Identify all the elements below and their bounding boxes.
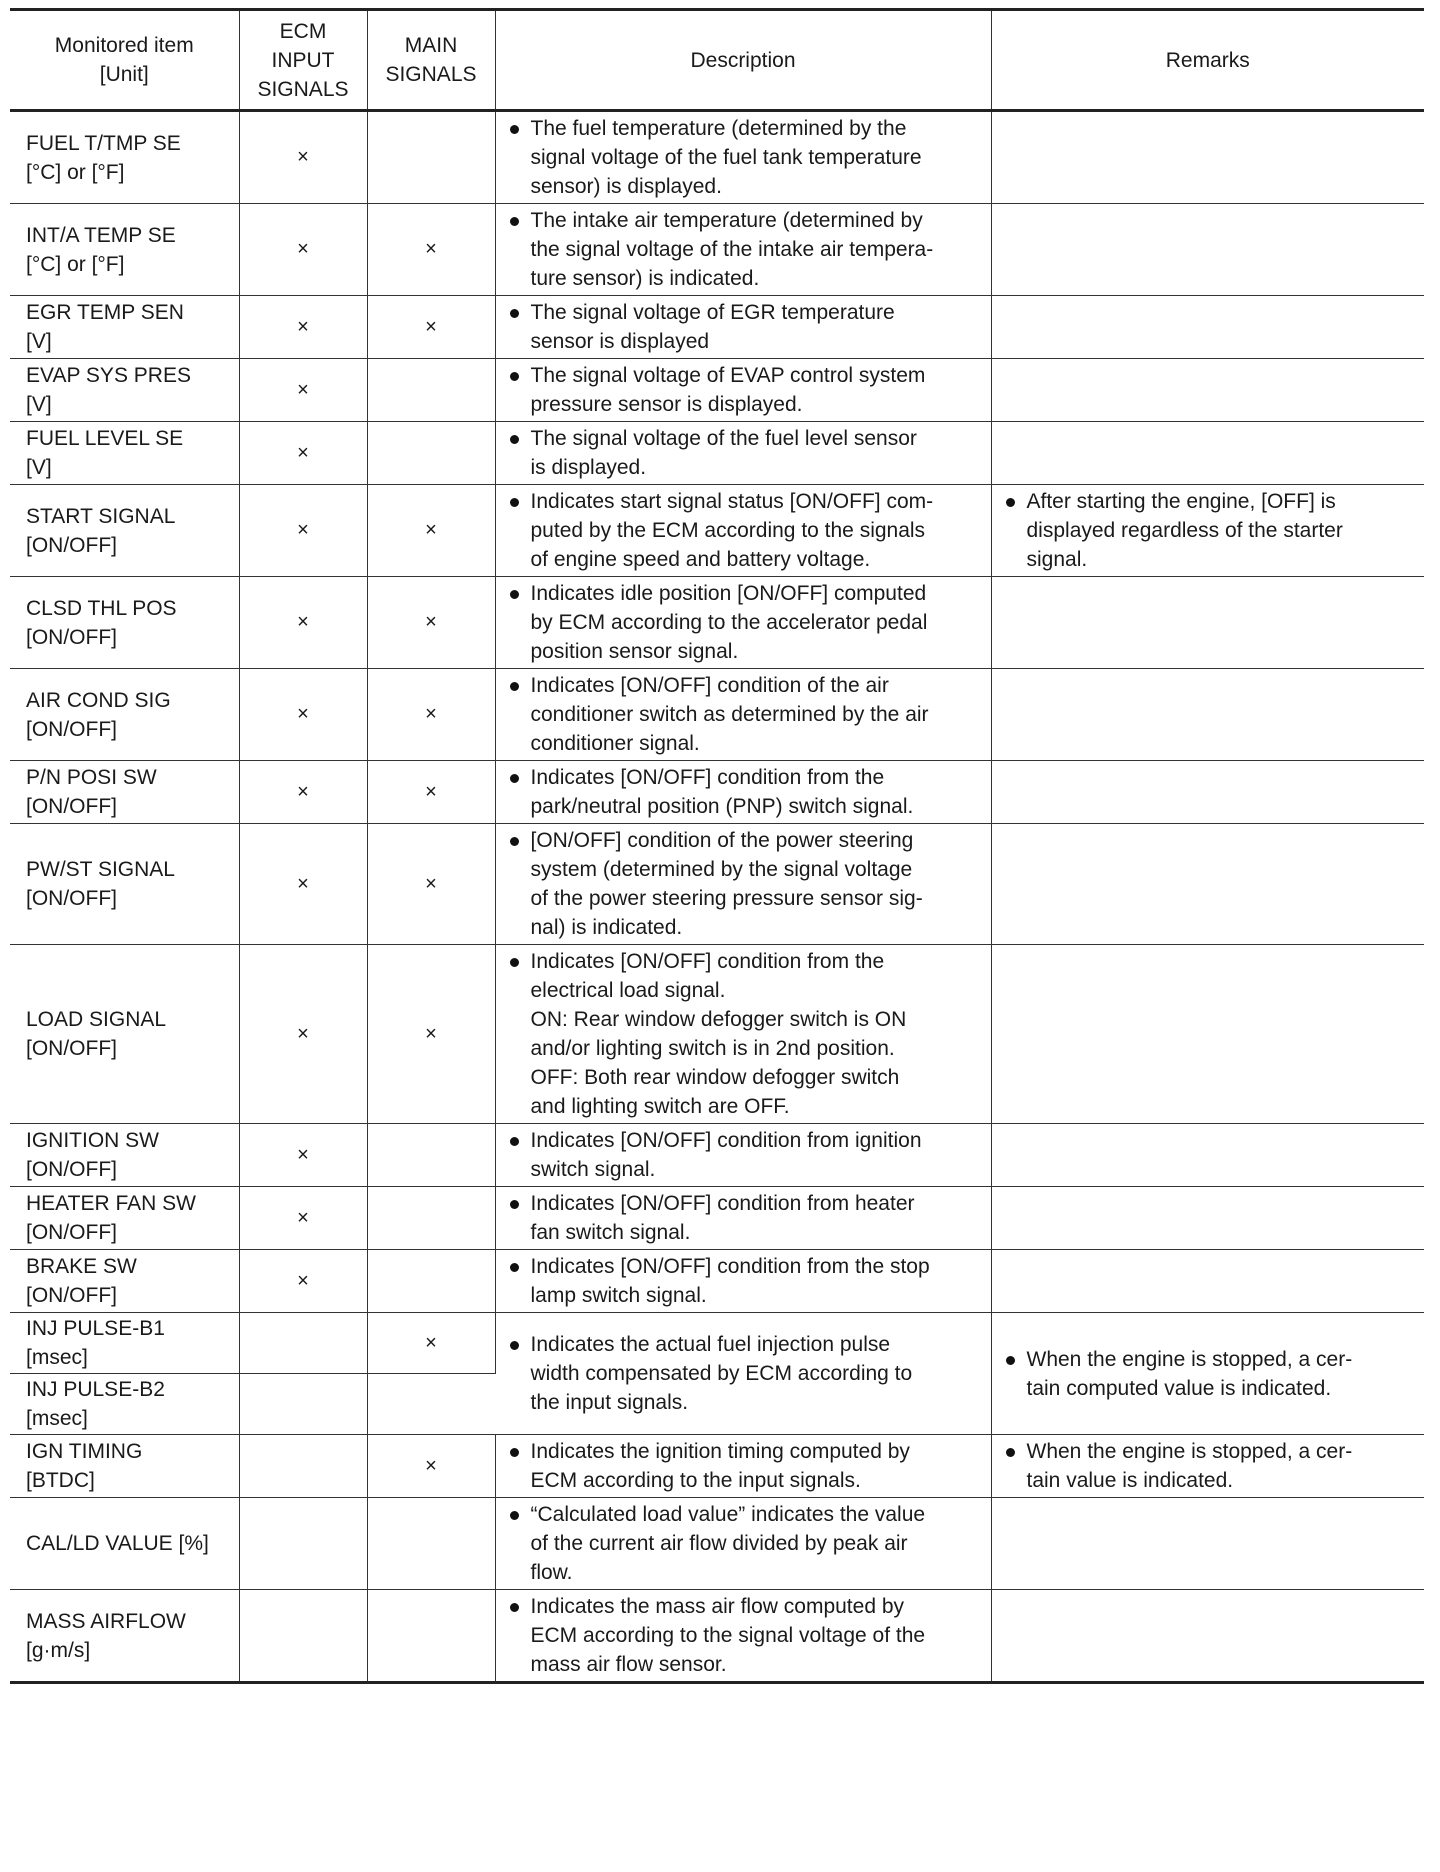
description-cell: [495, 1590, 991, 1683]
ecm-input-cell: [239, 577, 367, 669]
ecm-check-mark: ×: [297, 611, 309, 633]
monitored-item-cell: [10, 1124, 239, 1187]
main-signal-cell: [367, 1590, 495, 1683]
ecm-check-mark: ×: [297, 1022, 309, 1045]
description-bullet-item: [510, 763, 985, 821]
remarks-cell: [991, 669, 1424, 761]
description-text: The signal voltage of the fuel level sensor is displayed.: [530, 427, 917, 479]
ecm-input-cell: [239, 1374, 367, 1435]
monitored-item-cell: [10, 1374, 239, 1435]
description-bullet-item: [510, 1126, 985, 1184]
remarks-bullet-item: [1006, 487, 1419, 574]
remarks-cell: [991, 824, 1424, 945]
table-row: [10, 485, 1424, 577]
description-cell: [495, 1187, 991, 1250]
description-text: The intake air temperature (determined by the signal voltage of the intake air tempera- ture sensor) is indicated.: [530, 209, 934, 290]
header-ecm-label: ECM INPUT SIGNALS: [257, 19, 349, 101]
monitored-item-label: CAL/LD VALUE [%]: [26, 1532, 209, 1555]
main-signal-cell: [367, 669, 495, 761]
table-row: [10, 761, 1424, 824]
bullet-icon: [510, 498, 519, 507]
bullet-icon: [510, 372, 519, 381]
main-signal-cell: [367, 1313, 495, 1374]
description-bullet-item: [510, 298, 985, 356]
monitored-item-label: START SIGNAL [ON/OFF]: [26, 504, 176, 557]
description-text: Indicates [ON/OFF] condition from the stop lamp switch signal.: [530, 1255, 930, 1307]
bullet-icon: [510, 590, 519, 599]
description-bullet-item: [510, 1500, 985, 1587]
monitored-item-cell: [10, 1435, 239, 1498]
header-description-label: Description: [690, 48, 796, 72]
ecm-input-cell: [239, 359, 367, 422]
remarks-cell: [991, 945, 1424, 1124]
monitored-item-cell: [10, 1590, 239, 1683]
main-signal-cell: [367, 1435, 495, 1498]
bullet-icon: [510, 217, 519, 226]
table-header-row: [10, 10, 1424, 111]
ecm-input-cell: [239, 1313, 367, 1374]
remarks-bullet-item: [1006, 1437, 1419, 1495]
ecm-check-mark: ×: [297, 315, 309, 338]
ecm-check-mark: ×: [297, 703, 309, 725]
bullet-icon: [510, 837, 519, 846]
description-bullet-item: [510, 1252, 985, 1310]
remarks-cell: [991, 1590, 1424, 1683]
monitored-item-cell: [10, 945, 239, 1124]
ecm-check-mark: ×: [297, 238, 309, 260]
bullet-icon: [510, 125, 519, 134]
main-check-mark: ×: [425, 1022, 437, 1045]
bullet-icon: [510, 1200, 519, 1209]
monitored-item-cell: [10, 296, 239, 359]
table-row: [10, 1313, 1424, 1374]
main-signal-cell: [367, 1498, 495, 1590]
table-row: [10, 824, 1424, 945]
monitored-item-cell: [10, 204, 239, 296]
main-signal-cell: [367, 1124, 495, 1187]
main-signal-cell: [367, 1250, 495, 1313]
monitored-item-label: LOAD SIGNAL [ON/OFF]: [26, 1008, 167, 1060]
bullet-icon: [510, 682, 519, 691]
description-bullet-item: [510, 424, 985, 482]
description-bullet-item: [510, 206, 985, 293]
main-check-mark: ×: [425, 872, 437, 895]
bullet-icon: [510, 1448, 519, 1457]
main-check-mark: ×: [425, 1454, 437, 1477]
description-text: Indicates the actual fuel injection pulse width compensated by ECM according to the input signals.: [530, 1333, 913, 1414]
header-ecm-input-signals: [239, 10, 367, 111]
bullet-icon: [510, 1511, 519, 1520]
bullet-icon: [510, 435, 519, 444]
ecm-input-cell: [239, 204, 367, 296]
bullet-icon: [510, 1341, 519, 1350]
table-row: [10, 1250, 1424, 1313]
monitored-item-label: CLSD THL POS [ON/OFF]: [26, 596, 177, 649]
description-text: The signal voltage of EGR temperature sensor is displayed: [530, 301, 895, 353]
description-cell: [495, 422, 991, 485]
monitored-item-cell: [10, 1250, 239, 1313]
description-cell: [495, 204, 991, 296]
monitored-item-label: INJ PULSE-B2 [msec]: [26, 1378, 165, 1430]
monitored-item-cell: [10, 1498, 239, 1590]
main-check-mark: ×: [425, 780, 437, 803]
description-text: Indicates [ON/OFF] condition from the electrical load signal. ON: Rear window defogger switch is ON and/or lighting switch is in 2nd position. OFF: Both rear window defogger switch and lighting switch are OFF.: [530, 950, 907, 1118]
main-signal-cell: [367, 824, 495, 945]
header-main-signals: [367, 10, 495, 111]
monitored-item-label: HEATER FAN SW [ON/OFF]: [26, 1192, 196, 1244]
ecm-input-cell: [239, 1124, 367, 1187]
ecm-input-cell: [239, 1498, 367, 1590]
main-check-mark: ×: [425, 1331, 437, 1354]
description-cell: [495, 1250, 991, 1313]
table-row: [10, 1590, 1424, 1683]
main-signal-cell: [367, 204, 495, 296]
description-bullet-item: [510, 487, 985, 574]
description-bullet-item: [510, 1330, 985, 1417]
ecm-input-cell: [239, 1590, 367, 1683]
description-cell: [495, 296, 991, 359]
ecm-check-mark: ×: [297, 378, 309, 401]
header-monitored-item-label: Monitored item [Unit]: [54, 34, 194, 86]
monitored-item-cell: [10, 824, 239, 945]
ecm-input-cell: [239, 761, 367, 824]
monitored-item-cell: [10, 485, 239, 577]
table-row: [10, 577, 1424, 669]
remarks-cell: [991, 359, 1424, 422]
main-signal-cell: [367, 485, 495, 577]
main-signal-cell: [367, 111, 495, 204]
remarks-text: When the engine is stopped, a cer- tain computed value is indicated.: [1026, 1347, 1353, 1400]
ecm-check-mark: ×: [297, 872, 309, 895]
ecm-input-cell: [239, 296, 367, 359]
header-remarks-label: Remarks: [1165, 48, 1250, 72]
monitored-item-cell: [10, 111, 239, 204]
ecm-input-cell: [239, 1187, 367, 1250]
header-main-label: MAIN SIGNALS: [385, 34, 477, 86]
remarks-cell: [991, 761, 1424, 824]
description-bullet-item: [510, 1189, 985, 1247]
description-cell: [495, 761, 991, 824]
monitored-item-label: INT/A TEMP SE [°C] or [°F]: [26, 223, 176, 276]
description-text: Indicates [ON/OFF] condition from the park/neutral position (PNP) switch signal.: [530, 766, 914, 818]
ecm-input-cell: [239, 1250, 367, 1313]
description-bullet-item: [510, 947, 985, 1121]
monitored-item-label: AIR COND SIG [ON/OFF]: [26, 688, 171, 741]
description-text: Indicates start signal status [ON/OFF] com- puted by the ECM according to the signals of engine speed and battery voltage.: [530, 490, 934, 571]
table-row: [10, 945, 1424, 1124]
description-cell: [495, 824, 991, 945]
bullet-icon: [510, 1603, 519, 1612]
main-check-mark: ×: [425, 238, 437, 260]
monitored-item-label: INJ PULSE-B1 [msec]: [26, 1317, 165, 1369]
main-signal-cell: [367, 1374, 495, 1435]
main-check-mark: ×: [425, 703, 437, 725]
main-signal-cell: [367, 945, 495, 1124]
bullet-icon: [510, 774, 519, 783]
description-cell: [495, 945, 991, 1124]
monitored-item-label: FUEL LEVEL SE [V]: [26, 427, 184, 479]
ecm-check-mark: ×: [297, 146, 309, 168]
bullet-icon: [510, 309, 519, 318]
remarks-cell: [991, 422, 1424, 485]
table-row: [10, 669, 1424, 761]
table-row: [10, 422, 1424, 485]
main-check-mark: ×: [425, 611, 437, 633]
remarks-cell: [991, 1250, 1424, 1313]
header-remarks: [991, 10, 1424, 111]
remarks-cell: [991, 1498, 1424, 1590]
table-body: [10, 111, 1424, 1683]
description-cell: [495, 359, 991, 422]
ecm-check-mark: ×: [297, 519, 309, 541]
remarks-text: After starting the engine, [OFF] is displayed regardless of the starter signal.: [1026, 490, 1343, 571]
main-signal-cell: [367, 359, 495, 422]
table-row: [10, 1435, 1424, 1498]
main-signal-cell: [367, 1187, 495, 1250]
monitored-item-label: EGR TEMP SEN [V]: [26, 301, 184, 353]
remarks-cell: [991, 1435, 1424, 1498]
monitored-item-label: MASS AIRFLOW [g·m/s]: [26, 1609, 186, 1662]
remarks-cell: [991, 204, 1424, 296]
table-row: [10, 359, 1424, 422]
monitored-item-label: P/N POSI SW [ON/OFF]: [26, 766, 157, 818]
ecm-check-mark: ×: [297, 1143, 309, 1166]
description-cell: [495, 669, 991, 761]
table-row: [10, 204, 1424, 296]
ecm-check-mark: ×: [297, 441, 309, 464]
monitor-table-container: [10, 8, 1424, 1684]
main-signal-cell: [367, 296, 495, 359]
description-cell: [495, 1435, 991, 1498]
description-text: The signal voltage of EVAP control system pressure sensor is displayed.: [530, 364, 926, 416]
monitored-item-label: FUEL T/TMP SE [°C] or [°F]: [26, 131, 181, 184]
monitored-item-cell: [10, 1313, 239, 1374]
monitored-item-cell: [10, 359, 239, 422]
main-check-mark: ×: [425, 315, 437, 338]
remarks-text: When the engine is stopped, a cer- tain value is indicated.: [1026, 1440, 1353, 1492]
ecm-input-cell: [239, 485, 367, 577]
bullet-icon: [1006, 1448, 1015, 1457]
ecm-check-mark: ×: [297, 780, 309, 803]
description-text: Indicates the mass air flow computed by ECM according to the signal voltage of the mass air flow sensor.: [530, 1595, 926, 1676]
bullet-icon: [1006, 498, 1015, 507]
remarks-cell: [991, 1187, 1424, 1250]
remarks-cell: [991, 577, 1424, 669]
ecm-input-cell: [239, 1435, 367, 1498]
bullet-icon: [510, 1263, 519, 1272]
description-bullet-item: [510, 579, 985, 666]
monitored-item-label: IGN TIMING [BTDC]: [26, 1440, 143, 1492]
description-text: [ON/OFF] condition of the power steering system (determined by the signal voltage of the power steering pressure sensor sig- nal) is indicated.: [530, 829, 923, 939]
header-description: [495, 10, 991, 111]
table-row: [10, 1498, 1424, 1590]
description-cell: [495, 1498, 991, 1590]
description-bullet-item: [510, 1437, 985, 1495]
ecm-input-cell: [239, 422, 367, 485]
bullet-icon: [1006, 1356, 1015, 1365]
remarks-cell: [991, 296, 1424, 359]
table-row: [10, 1124, 1424, 1187]
ecm-input-cell: [239, 824, 367, 945]
remarks-bullet-item: [1006, 1345, 1419, 1403]
description-cell: [495, 111, 991, 204]
monitored-item-cell: [10, 669, 239, 761]
description-text: “Calculated load value” indicates the value of the current air flow divided by peak air flow.: [530, 1503, 926, 1584]
description-bullet-item: [510, 671, 985, 758]
monitored-item-cell: [10, 577, 239, 669]
main-check-mark: ×: [425, 519, 437, 541]
monitored-item-label: EVAP SYS PRES [V]: [26, 364, 191, 416]
description-bullet-item: [510, 361, 985, 419]
table-row: [10, 296, 1424, 359]
ecm-check-mark: ×: [297, 1269, 309, 1292]
header-monitored-item: [10, 10, 239, 111]
description-text: Indicates idle position [ON/OFF] computed by ECM according to the accelerator pedal position sensor signal.: [530, 582, 928, 663]
description-bullet-item: [510, 114, 985, 201]
bullet-icon: [510, 958, 519, 967]
ecm-check-mark: ×: [297, 1206, 309, 1229]
ecm-input-cell: [239, 945, 367, 1124]
description-cell: [495, 485, 991, 577]
monitored-item-label: BRAKE SW [ON/OFF]: [26, 1255, 137, 1307]
description-cell: [495, 1313, 991, 1435]
description-bullet-item: [510, 826, 985, 942]
monitored-item-cell: [10, 1187, 239, 1250]
description-cell: [495, 577, 991, 669]
main-signal-cell: [367, 761, 495, 824]
table-row: [10, 1187, 1424, 1250]
ecm-input-cell: [239, 669, 367, 761]
description-text: Indicates the ignition timing computed by ECM according to the input signals.: [530, 1440, 910, 1492]
remarks-cell: [991, 485, 1424, 577]
description-text: The fuel temperature (determined by the signal voltage of the fuel tank temperature sensor) is displayed.: [530, 117, 922, 198]
remarks-cell: [991, 1124, 1424, 1187]
remarks-cell: [991, 111, 1424, 204]
description-text: Indicates [ON/OFF] condition of the air conditioner switch as determined by the air conditioner signal.: [530, 674, 929, 755]
description-text: Indicates [ON/OFF] condition from heater fan switch signal.: [530, 1192, 915, 1244]
monitored-items-table: [10, 8, 1424, 1684]
monitored-item-label: IGNITION SW [ON/OFF]: [26, 1129, 159, 1181]
monitored-item-label: PW/ST SIGNAL [ON/OFF]: [26, 858, 175, 910]
ecm-input-cell: [239, 111, 367, 204]
bullet-icon: [510, 1137, 519, 1146]
table-row: [10, 111, 1424, 204]
monitored-item-cell: [10, 761, 239, 824]
remarks-cell: [991, 1313, 1424, 1435]
description-cell: [495, 1124, 991, 1187]
main-signal-cell: [367, 422, 495, 485]
description-bullet-item: [510, 1592, 985, 1679]
main-signal-cell: [367, 577, 495, 669]
monitored-item-cell: [10, 422, 239, 485]
description-text: Indicates [ON/OFF] condition from ignition switch signal.: [530, 1129, 922, 1181]
